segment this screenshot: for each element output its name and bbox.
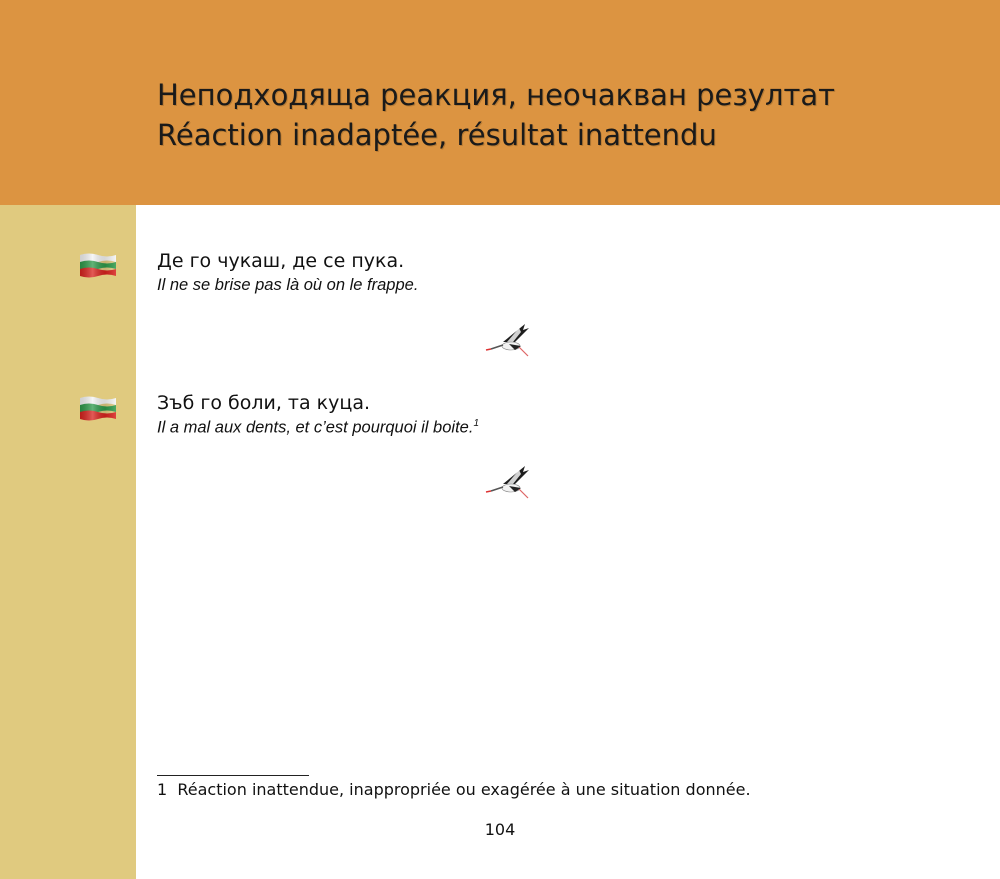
proverb-translation: Il ne se brise pas là où on le frappe.: [157, 276, 419, 294]
proverb-translation: Il a mal aux dents, et c’est pourquoi il boite.$^1$: [157, 418, 479, 437]
footnote-number: 1: [157, 780, 168, 799]
page-number: 104: [484, 820, 516, 839]
bulgarian-flag-icon: [79, 395, 117, 422]
chapter-header: [0, 0, 1000, 205]
page-number-container: [0, 820, 1000, 839]
bulgarian-flag-icon: [79, 252, 117, 279]
footnote: [157, 780, 751, 799]
stork-icon: [485, 322, 531, 360]
footnote-reference[interactable]: 1: [473, 418, 479, 429]
stork-icon: [485, 464, 531, 502]
chapter-title-bulgarian: Неподходяща реакция, неочакван резултат: [157, 78, 836, 112]
proverb-bulgarian: Зъб го боли, та куца.: [157, 392, 371, 414]
footnote-divider: [157, 775, 309, 776]
sidebar-band: [0, 205, 136, 879]
chapter-title-french: Réaction inadaptée, résultat inattendu: [157, 118, 717, 152]
proverb-bulgarian: Де го чукаш, де се пука.: [157, 250, 405, 272]
footnote-text: Réaction inattendue, inappropriée ou exagérée à une situation donnée.: [177, 780, 751, 799]
